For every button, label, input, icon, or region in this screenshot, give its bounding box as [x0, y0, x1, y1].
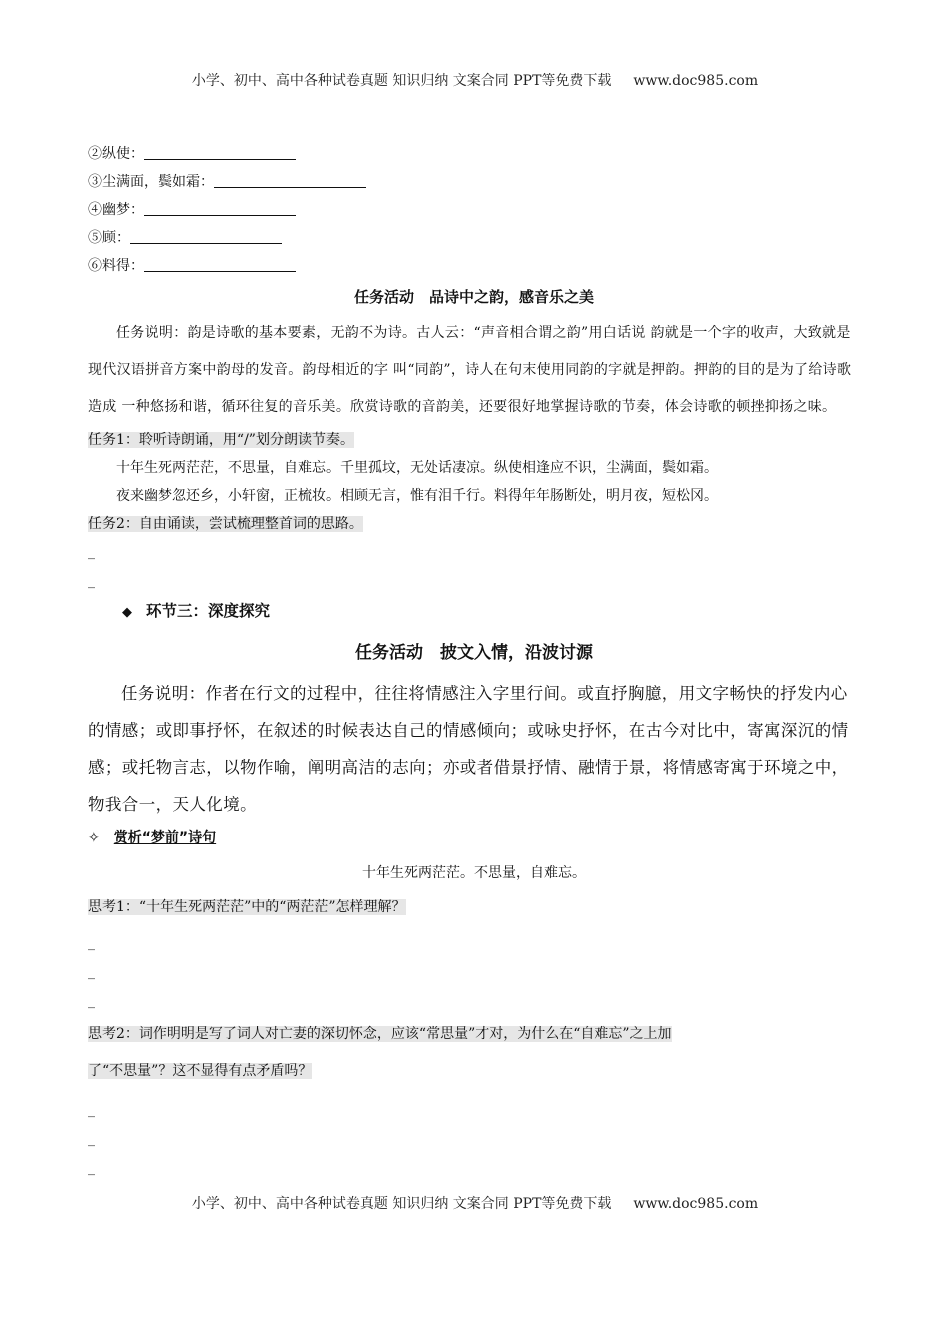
sub-heading-title: 赏析“梦前”诗句	[113, 830, 217, 846]
task-prompt	[88, 510, 860, 538]
sub-heading	[88, 823, 860, 853]
question-1-text: 思考1：“十年生死两茫茫”中的“两茫茫”怎样理解？	[88, 899, 406, 915]
activity-title: 任务活动 披文入情，沿波讨源	[355, 643, 593, 663]
fill-item-label: ⑤顾：	[88, 230, 130, 246]
activity-title: 任务活动 品诗中之韵，感音乐之美	[353, 288, 594, 306]
fill-item-label: ⑥料得：	[88, 258, 144, 274]
answer-line[interactable]: _	[88, 964, 95, 980]
section-heading	[122, 596, 860, 628]
fill-item-label: ③尘满面，鬓如霜：	[88, 174, 214, 190]
question	[88, 1016, 860, 1090]
answer-blank[interactable]	[144, 142, 296, 160]
page-header	[0, 70, 950, 90]
answer-line[interactable]: _	[88, 1131, 95, 1147]
section-title: 环节三：深度探究	[146, 602, 271, 620]
answer-blank[interactable]	[144, 254, 296, 272]
main-content	[88, 140, 860, 1183]
task-2-text: 任务2：自由诵读，尝试梳理整首词的思路。	[88, 516, 363, 532]
poem-line: 十年生死两茫茫，不思量，自难忘。千里孤坟，无处话凄凉。纵使相逢应不识，尘满面，鬓如霜。	[116, 460, 718, 476]
fill-item-label: ②纵使：	[88, 146, 144, 162]
question	[88, 893, 860, 921]
question-2-line-1: 思考2：词作明明是写了词人对亡妻的深切怀念，应该“常思量”才对，为什么在“自难忘”之上加	[88, 1026, 672, 1042]
task-1-text: 任务1：聆听诗朗诵，用“/”划分朗读节奏。	[88, 432, 354, 448]
sparkle-bullet-icon: ✧	[88, 830, 100, 846]
fill-item	[88, 224, 860, 252]
diamond-bullet-icon: ◆	[122, 605, 132, 620]
header-text: 小学、初中、高中各种试卷真题 知识归纳 文案合同 PPT等免费下载	[191, 73, 612, 89]
page-footer	[0, 1193, 950, 1213]
footer-text: 小学、初中、高中各种试卷真题 知识归纳 文案合同 PPT等免费下载	[191, 1196, 612, 1212]
answer-blank[interactable]	[130, 226, 282, 244]
task-description: 任务说明：韵是诗歌的基本要素，无韵不为诗。古人云：“声音相合谓之韵”用白话说 韵就是一个字的收声，大致就是现代汉语拼音方案中韵母的发音。韵母相近的字 叫“同韵”，诗人在句末使用同韵的字就是押韵。押韵的目的是为了给诗歌造成 一种悠扬和谐，循环往复的音乐美。欣赏诗歌的音韵美，还要很好地掌握诗歌的节奏，体会诗歌的顿挫抑扬之味。	[88, 325, 852, 415]
fill-item-label: ④幽梦：	[88, 202, 144, 218]
poem-line: 夜来幽梦忽还乡，小轩窗，正梳妆。相顾无言，惟有泪千行。料得年年肠断处，明月夜，短松冈。	[116, 488, 718, 504]
fill-item	[88, 168, 860, 196]
answer-line[interactable]: _	[88, 1102, 95, 1118]
footer-url: www.doc985.com	[633, 1196, 759, 1212]
answer-blank[interactable]	[214, 170, 366, 188]
header-url: www.doc985.com	[633, 73, 759, 89]
fill-item	[88, 140, 860, 168]
answer-line[interactable]: _	[88, 993, 95, 1009]
answer-line[interactable]: _	[88, 573, 95, 589]
fill-item	[88, 196, 860, 224]
question-2-line-2: 了“不思量”？这不显得有点矛盾吗？	[88, 1063, 313, 1079]
fill-item	[88, 252, 860, 280]
task-prompt	[88, 426, 860, 454]
poem-quote: 十年生死两茫茫。不思量，自难忘。	[362, 865, 586, 881]
answer-line[interactable]: _	[88, 1160, 95, 1176]
answer-line[interactable]: _	[88, 544, 95, 560]
answer-line[interactable]: _	[88, 935, 95, 951]
task-description: 任务说明：作者在行文的过程中，往往将情感注入字里行间。或直抒胸臆，用文字畅快的抒发内心的情感；或即事抒怀，在叙述的时候表达自己的情感倾向；或咏史抒怀，在古今对比中，寄寓深沉的情感；或托物言志，以物作喻，阐明高洁的志向；亦或者借景抒情、融情于景，将情感寄寓于环境之中，物我合一，天人化境。	[88, 684, 849, 814]
answer-blank[interactable]	[144, 198, 296, 216]
